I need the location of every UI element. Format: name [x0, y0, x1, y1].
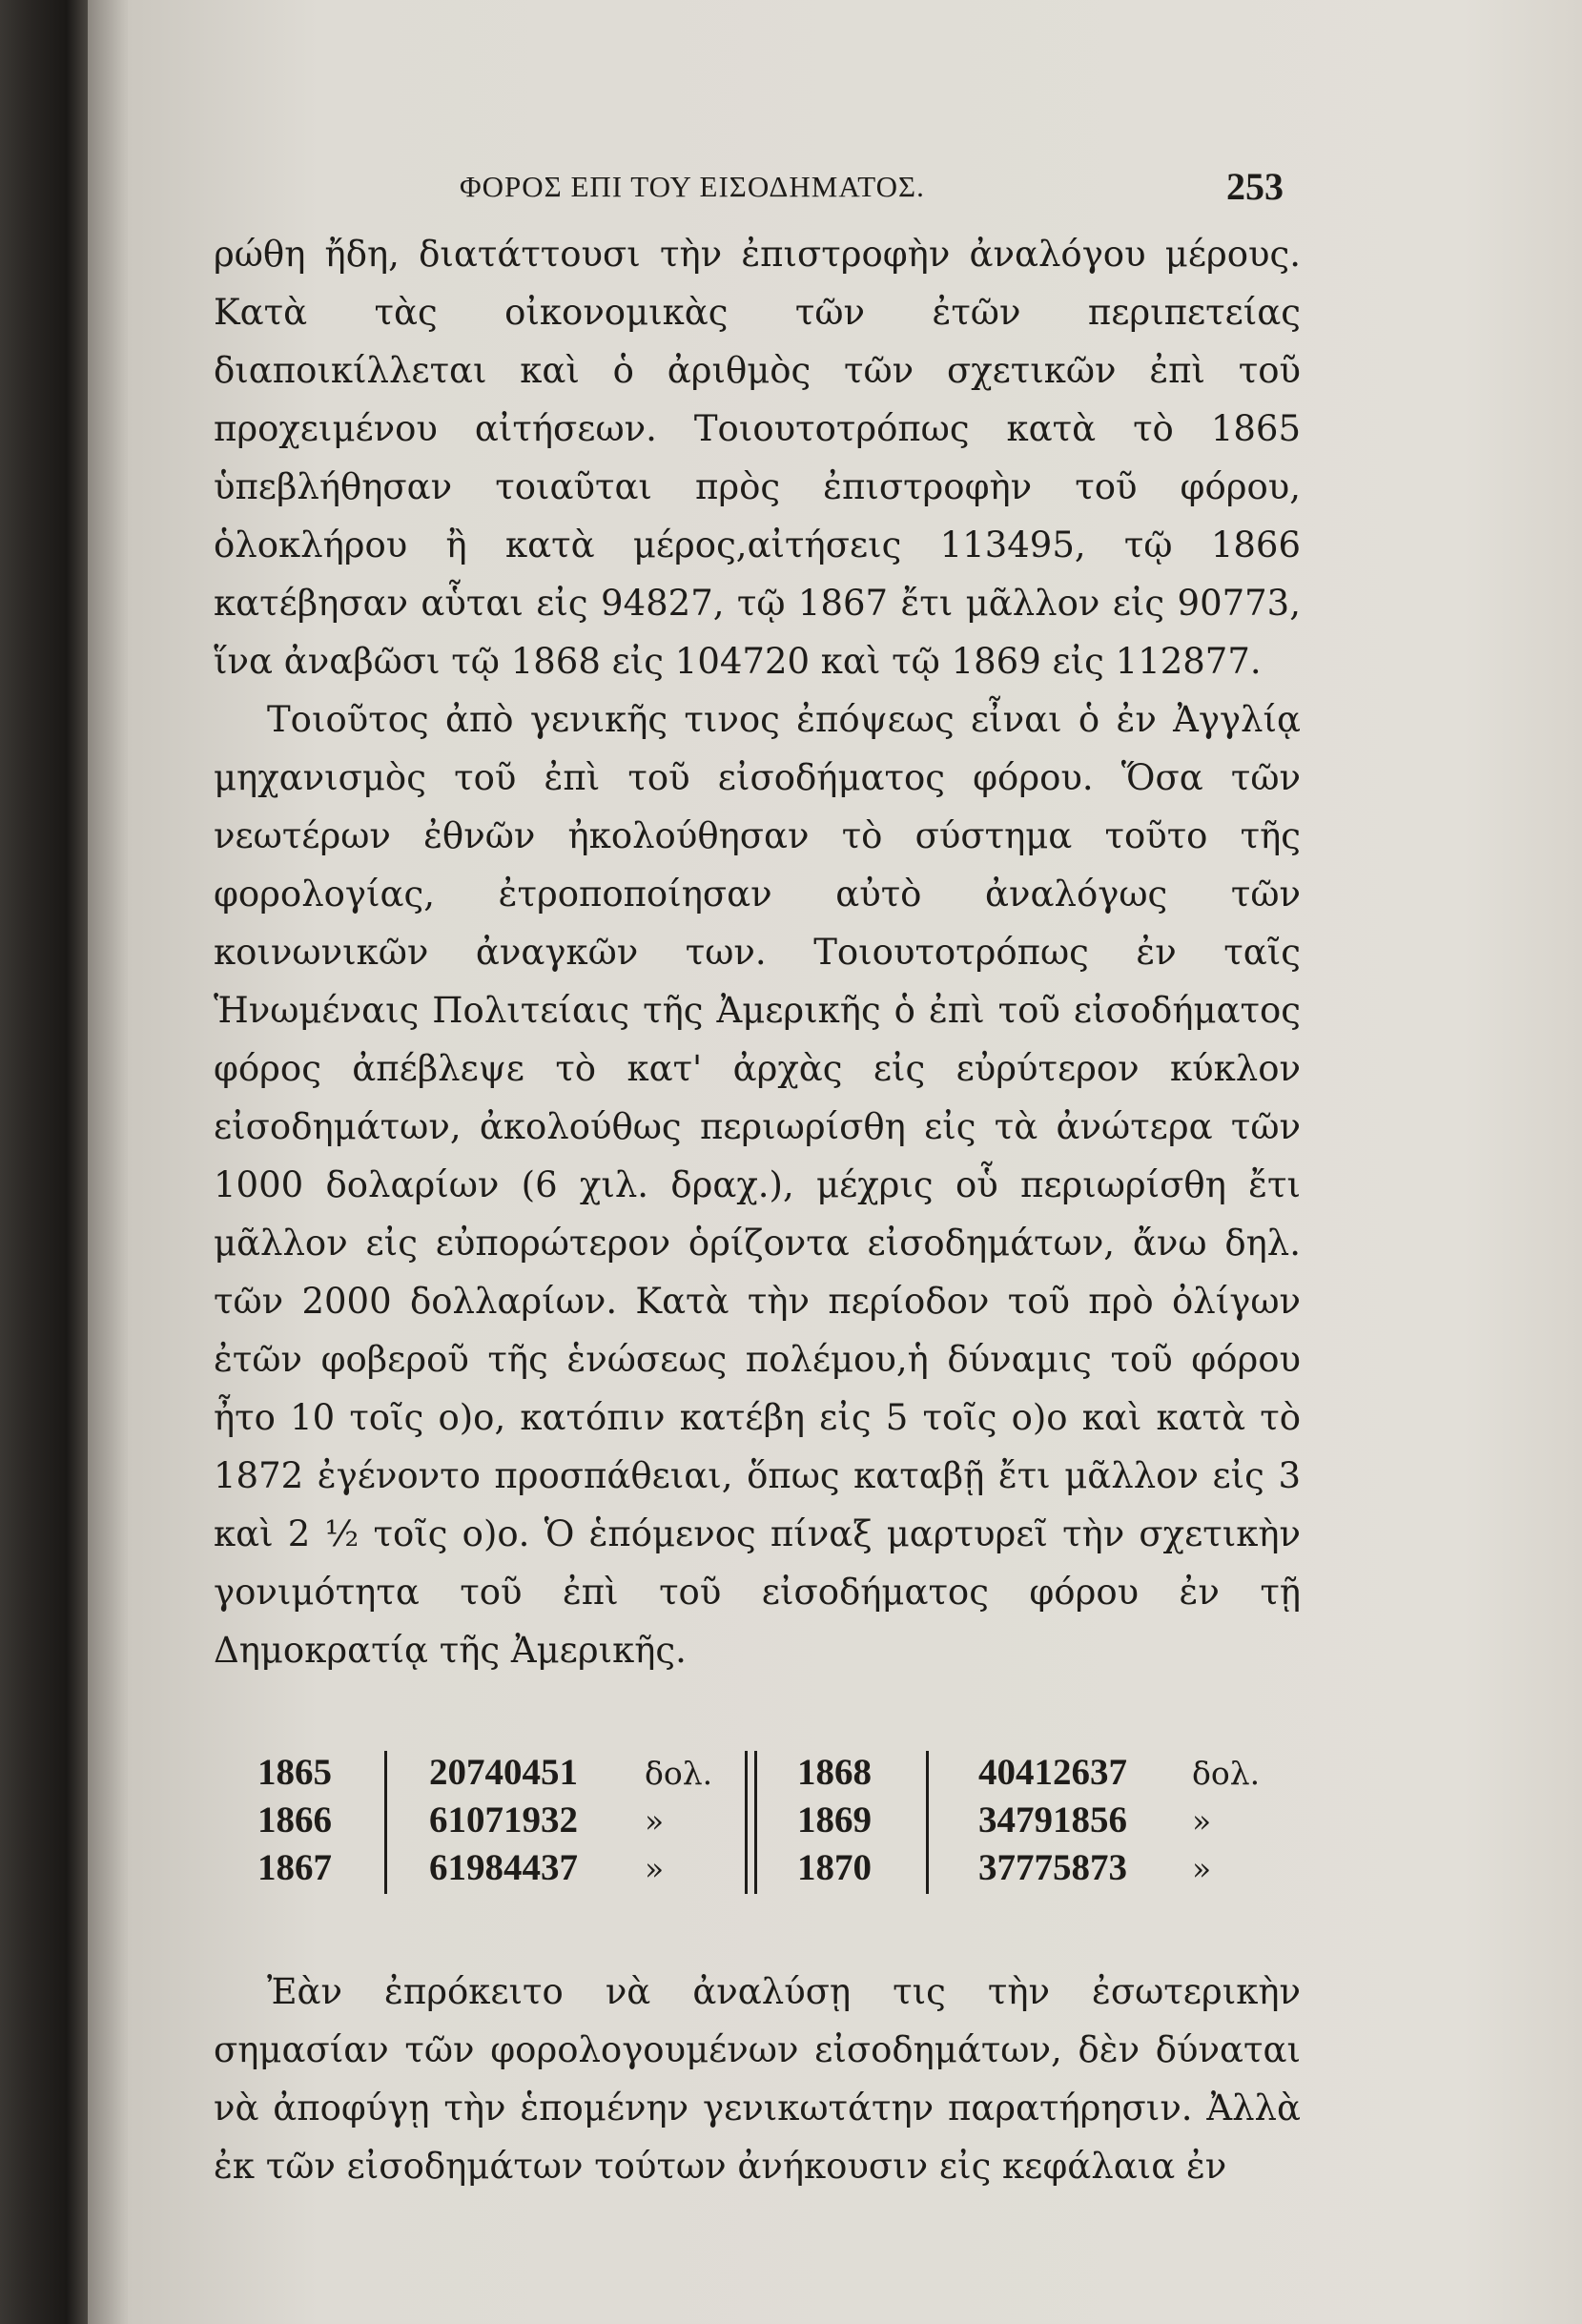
page-header — [339, 164, 1331, 221]
unit-cell: » — [645, 1802, 665, 1840]
paragraph-3: Ἐὰν ἐπρόκειτο νὰ ἀναλύσῃ τις τὴν ἐσωτερικὴν σημασίαν τῶν φορολογουμένων εἰσοδημάτων, δὲν δύναται νὰ ἀποφύγῃ τὴν ἑπομένην γενικωτάτην παρατήρησιν. Ἀλλὰ ἐκ τῶν εἰσοδημάτων τούτων ἀνήκουσιν εἰς κεφάλαια ἐν — [214, 1971, 1301, 2187]
table-row — [254, 1751, 1274, 1797]
year-cell: 1869 — [797, 1800, 872, 1841]
year-cell: 1868 — [797, 1752, 872, 1793]
year-cell: 1865 — [257, 1752, 332, 1793]
closing-text — [214, 1963, 1301, 2195]
paragraph-2: Τοιοῦτος ἀπὸ γενικῆς τινος ἐπόψεως εἶναι ὁ ἐν Ἀγγλίᾳ μηχανισμὸς τοῦ ἐπὶ τοῦ εἰσοδήματος φόρου. Ὅσα τῶν νεωτέρων ἐθνῶν ἠκολούθησαν τὸ σύστημα τοῦτο τῆς φορολογίας, ἐτροποποίησαν αὐτὸ ἀναλόγως τῶν κοινωνικῶν ἀναγκῶν των. Τοιουτοτρόπως ἐν ταῖς Ἡνωμέναις Πολιτείαις τῆς Ἀμερικῆς ὁ ἐπὶ τοῦ εἰσοδήματος φόρος ἀπέβλεψε τὸ κατ' ἀρχὰς εἰς εὐρύτερον κύκλον εἰσοδημάτων, ἀκολούθως περιωρίσθη εἰς τὰ ἀνώτερα τῶν 1000 δολαρίων (6 χιλ. δραχ.), μέχρις οὗ περιωρίσθη ἔτι μᾶλλον εἰς εὐπορώτερον ὁρίζοντα εἰσοδημάτων, ἄνω δηλ. τῶν 2000 δολλαρίων. Κατὰ τὴν περίοδον τοῦ πρὸ ὀλίγων ἐτῶν φοβεροῦ τῆς ἑνώσεως πολέμου,ἡ δύναμις τοῦ φόρου ἦτο 10 τοῖς ο)ο, κατόπιν κατέβη εἰς 5 τοῖς ο)ο καὶ κατὰ τὸ 1872 ἐγένοντο προσπάθειαι, ὅπως καταβῇ ἔτι μᾶλλον εἰς 3 καὶ 2 ½ τοῖς ο)ο. Ὁ ἑπόμενος πίναξ μαρτυρεῖ τὴν σχετικὴν γονιμότητα τοῦ ἐπὶ τοῦ εἰσοδήματος φόρου ἐν τῇ Δημοκρατίᾳ τῆς Ἀμερικῆς. — [214, 699, 1301, 1671]
value-cell: 37775873 — [978, 1847, 1127, 1888]
value-cell: 61984437 — [429, 1847, 578, 1888]
unit-cell: δολ. — [1192, 1755, 1261, 1792]
unit-cell: » — [645, 1850, 665, 1887]
year-cell: 1866 — [257, 1800, 332, 1841]
table-row — [254, 1846, 1274, 1892]
value-cell: 20740451 — [429, 1752, 578, 1793]
table-row — [254, 1799, 1274, 1844]
unit-cell: δολ. — [645, 1755, 713, 1792]
unit-cell: » — [1192, 1802, 1212, 1840]
value-cell: 34791856 — [978, 1800, 1127, 1841]
book-spine-shadow — [0, 0, 88, 2324]
year-cell: 1870 — [797, 1847, 872, 1888]
running-head: ΦΟΡΟΣ ΕΠΙ ΤΟΥ ΕΙΣΟΔΗΜΑΤΟΣ. — [460, 170, 925, 203]
page-gutter — [88, 0, 128, 2324]
income-tax-table — [254, 1751, 1274, 1903]
year-cell: 1867 — [257, 1847, 332, 1888]
value-cell: 61071932 — [429, 1800, 578, 1841]
page-number: 253 — [1226, 165, 1284, 208]
unit-cell: » — [1192, 1850, 1212, 1887]
value-cell: 40412637 — [978, 1752, 1127, 1793]
body-text — [214, 225, 1301, 1679]
paragraph-1: ρώθη ἤδη, διατάττουσι τὴν ἐπιστροφὴν ἀναλόγου μέρους. Κατὰ τὰς οἰκονομικὰς τῶν ἐτῶν περιπετείας διαποικίλλεται καὶ ὁ ἀριθμὸς τῶν σχετικῶν ἐπὶ τοῦ προχειμένου αἰτήσεων. Τοιουτοτρόπως κατὰ τὸ 1865 ὑπεβλήθησαν τοιαῦται πρὸς ἐπιστροφὴν τοῦ φόρου, ὁλοκλήρου ἢ κατὰ μέρος,αἰτήσεις 113495, τῷ 1866 κατέβησαν αὗται εἰς 94827, τῷ 1867 ἔτι μᾶλλον εἰς 90773, ἵνα ἀναβῶσι τῷ 1868 εἰς 104720 καὶ τῷ 1869 εἰς 112877. — [214, 234, 1301, 682]
